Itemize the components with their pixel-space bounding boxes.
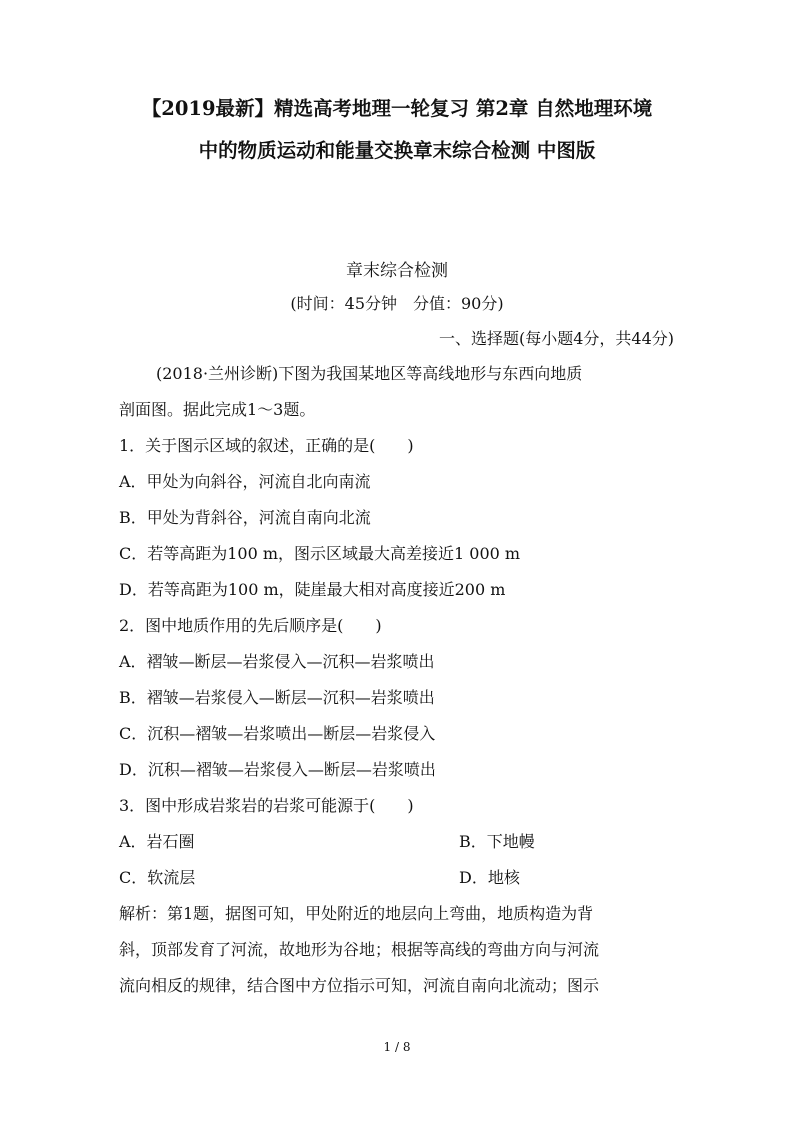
question-1-option-a: A．甲处为向斜谷，河流自北向南流 xyxy=(119,472,371,491)
intro-line-2: 剖面图。据此完成1～3题。 xyxy=(119,400,316,419)
analysis-line-1: 解析：第1题，据图可知，甲处附近的地层向上弯曲，地质构造为背 xyxy=(119,904,594,923)
question-3-options-row-1 xyxy=(119,824,679,860)
question-2-option-c: C．沉积—褶皱—岩浆喷出—断层—岩浆侵入 xyxy=(119,724,436,743)
question-2-option-a: A．褶皱—断层—岩浆侵入—沉积—岩浆喷出 xyxy=(119,652,435,671)
question-1-option-c: C．若等高距为100 m，图示区域最大高差接近1 000 m xyxy=(119,544,521,563)
document-title xyxy=(40,88,754,172)
question-1-option-d: D．若等高距为100 m，陡崖最大相对高度接近200 m xyxy=(119,580,506,599)
question-3-option-a: A．岩石圈 xyxy=(119,832,195,851)
question-3-options-row-2 xyxy=(119,860,679,896)
section-subtitle: (时间：45分钟 分值：90分) xyxy=(290,294,504,313)
page-number: 1 / 8 xyxy=(383,1040,411,1054)
question-3-option-b: B．下地幔 xyxy=(459,832,535,851)
title-line-2: 中的物质运动和能量交换章末综合检测 中图版 xyxy=(198,139,596,162)
part-heading: 一、选择题(每小题4分，共44分) xyxy=(438,329,674,348)
document-body xyxy=(119,356,679,1004)
question-3-option-c: C．软流层 xyxy=(119,868,196,887)
question-2-option-d: D．沉积—褶皱—岩浆侵入—断层—岩浆喷出 xyxy=(119,760,436,779)
question-3-option-d: D．地核 xyxy=(459,868,520,887)
question-2-option-b: B．褶皱—岩浆侵入—断层—沉积—岩浆喷出 xyxy=(119,688,435,707)
analysis-line-3: 流向相反的规律，结合图中方位指示可知，河流自南向北流动；图示 xyxy=(119,976,600,995)
intro-line-1: (2018·兰州诊断)下图为我国某地区等高线地形与东西向地质 xyxy=(156,364,583,383)
analysis-line-2: 斜，顶部发育了河流，故地形为谷地；根据等高线的弯曲方向与河流 xyxy=(119,940,600,959)
title-line-1: 【2019最新】精选高考地理一轮复习 第2章 自然地理环境 xyxy=(141,97,653,120)
section-title: 章末综合检测 xyxy=(346,261,448,281)
question-1-stem: 1．关于图示区域的叙述，正确的是( ) xyxy=(119,436,414,455)
question-1-option-b: B．甲处为背斜谷，河流自南向北流 xyxy=(119,508,371,527)
question-2-stem: 2．图中地质作用的先后顺序是( ) xyxy=(119,616,382,635)
question-3-stem: 3．图中形成岩浆岩的岩浆可能源于( ) xyxy=(119,796,414,815)
